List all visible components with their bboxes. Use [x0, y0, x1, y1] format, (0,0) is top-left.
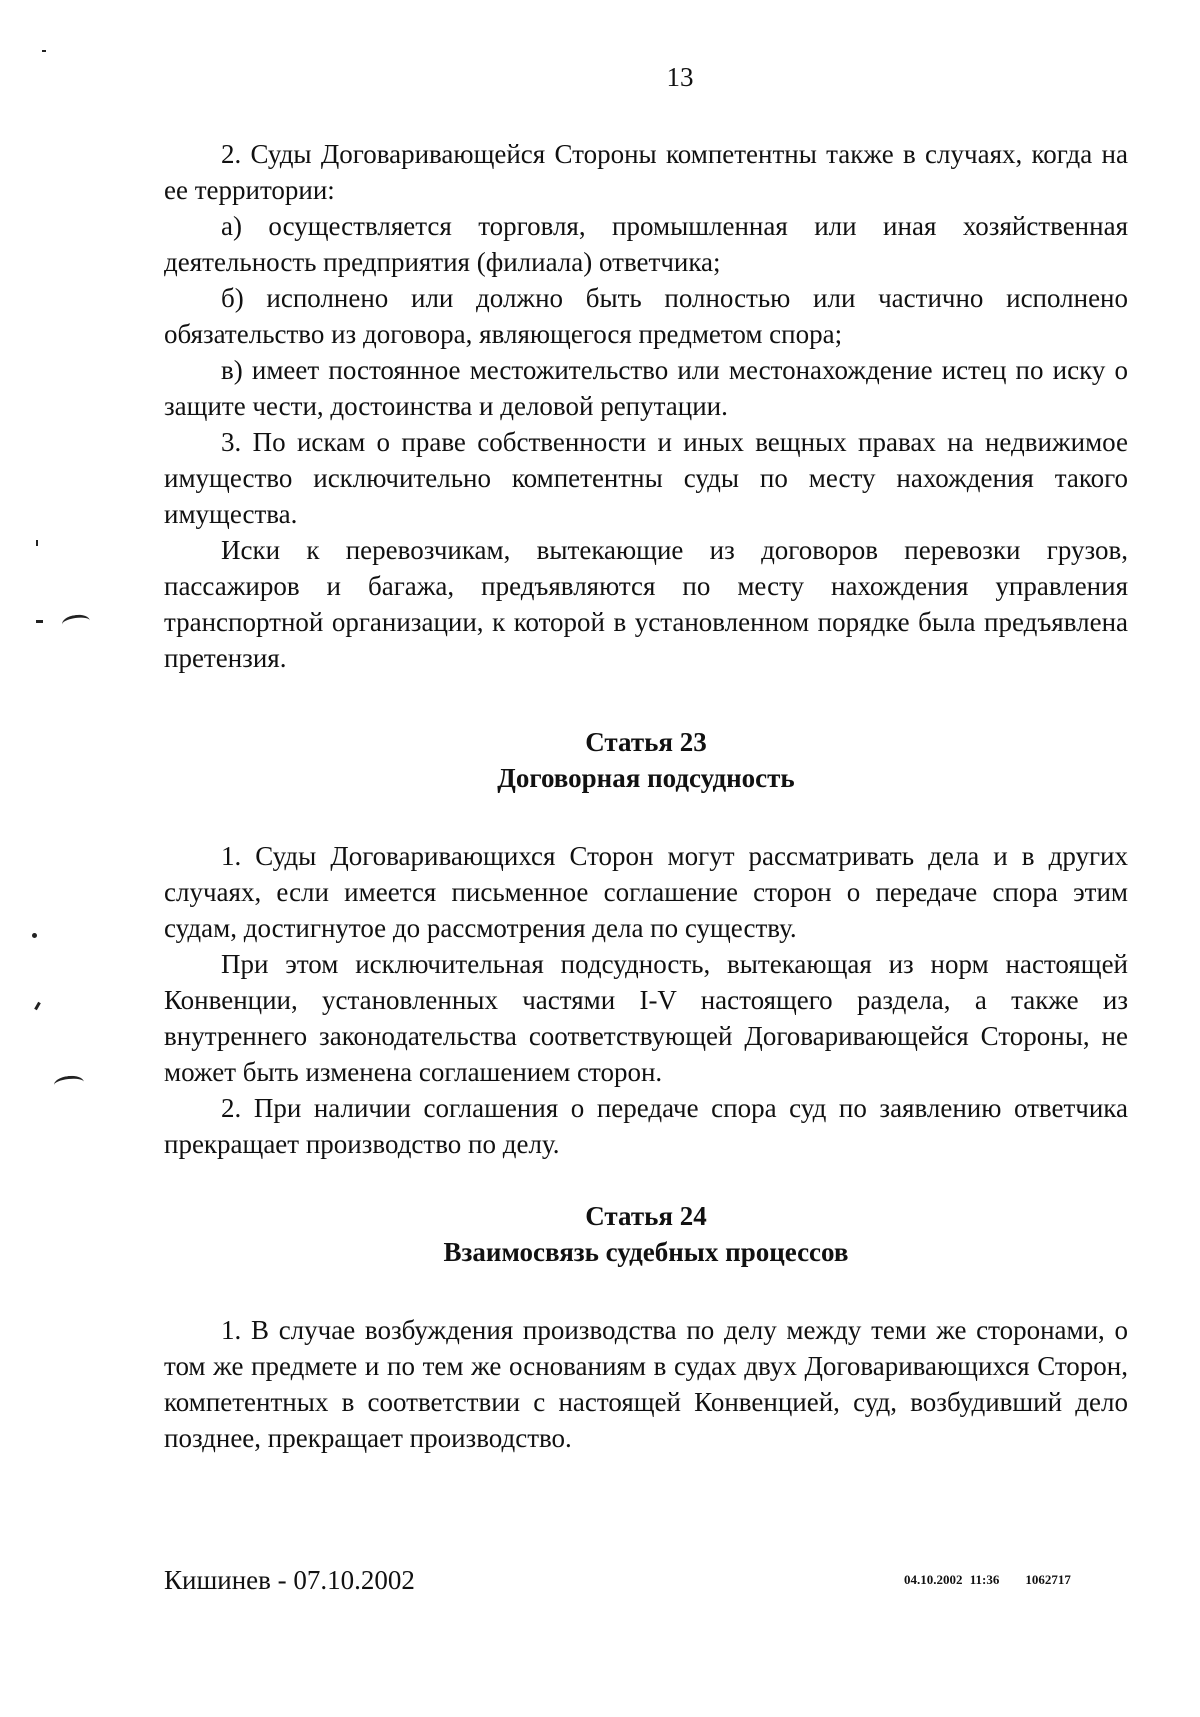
paragraph: 2. При наличии соглашения о передаче спора суд по заявлению ответчика прекращает производство по делу.	[164, 1093, 1128, 1159]
paragraph: 2. Суды Договаривающейся Стороны компетентны также в случаях, когда на ее территории:	[164, 139, 1128, 205]
scan-artifact-dot	[36, 540, 38, 546]
section-jurisdiction-continued	[164, 136, 1128, 676]
scan-artifact-mark	[53, 1074, 84, 1092]
stamp-code: 1062717	[1025, 1572, 1071, 1587]
paragraph: Иски к перевозчикам, вытекающие из договоров перевозки грузов, пассажиров и багажа, предъявляются по месту нахождения управления транспортной организации, к которой в установленном порядке была предъявлена претензия.	[164, 535, 1128, 673]
scan-artifact-dot	[32, 933, 37, 938]
article-23-heading	[164, 724, 1128, 796]
paragraph: а) осуществляется торговля, промышленная или иная хозяйственная деятельность предприятия (филиала) ответчика;	[164, 211, 1128, 277]
article-24-heading	[164, 1198, 1128, 1270]
paragraph: 1. Суды Договаривающихся Сторон могут рассматривать дела и в других случаях, если имеется письменное соглашение сторон о передаче спора этим судам, достигнутое до рассмотрения дела по существу.	[164, 841, 1128, 943]
footer-stamp	[904, 1572, 1071, 1588]
article-24-body	[164, 1312, 1128, 1456]
paragraph: б) исполнено или должно быть полностью или частично исполнено обязательство из договора, являющегося предметом спора;	[164, 283, 1128, 349]
footer-place-date: Кишинев - 07.10.2002	[164, 1565, 415, 1595]
page-number: 13	[666, 62, 694, 92]
paragraph: 1. В случае возбуждения производства по делу между теми же сторонами, о том же предмете и по тем же основаниям в судах двух Договаривающихся Сторон, компетентных в соответствии с настоящей Конвенцией, суд, возбудивший дело позднее, прекращает производство.	[164, 1315, 1128, 1453]
scan-artifact-dot	[36, 620, 43, 623]
scan-artifact-dot	[42, 50, 46, 52]
paragraph: в) имеет постоянное местожительство или местонахождение истец по иску о защите чести, достоинства и деловой репутации.	[164, 355, 1128, 421]
article-23-body	[164, 838, 1128, 1162]
paragraph: При этом исключительная подсудность, вытекающая из норм настоящей Конвенции, установленных частями I-V настоящего раздела, а также из внутреннего законодательства соответствующей Договаривающейся Стороны, не может быть изменена соглашением сторон.	[164, 949, 1128, 1087]
article-title: Договорная подсудность	[497, 763, 795, 793]
scan-artifact-mark	[61, 613, 91, 632]
article-number: Статья 23	[585, 727, 707, 757]
stamp-datetime: 04.10.2002 11:36	[904, 1572, 1000, 1587]
article-number: Статья 24	[585, 1201, 707, 1231]
paragraph: 3. По искам о праве собственности и иных вещных правах на недвижимое имущество исключительно компетентны суды по месту нахождения такого имущества.	[164, 427, 1128, 529]
article-title: Взаимосвязь судебных процессов	[443, 1237, 849, 1267]
scan-artifact-dot	[34, 1002, 41, 1010]
